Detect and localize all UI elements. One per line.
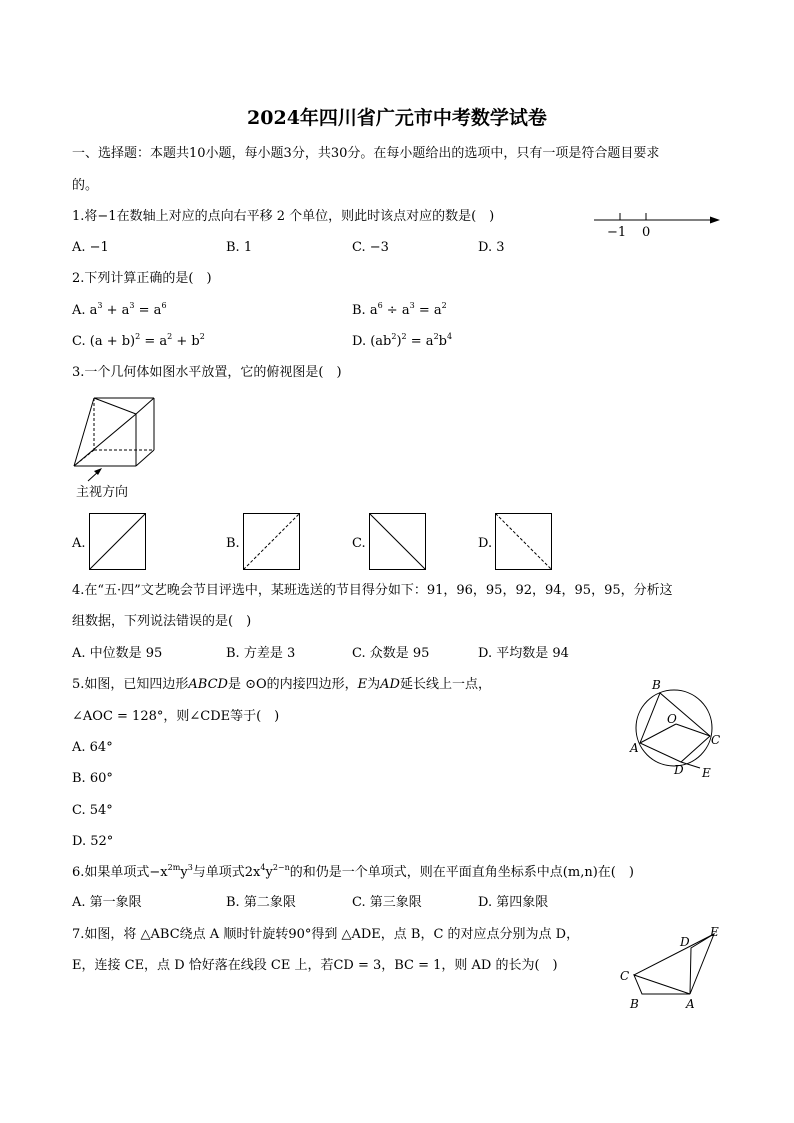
q6-option-b: B. 第二象限: [226, 895, 296, 910]
q6-option-c: C. 第三象限: [352, 895, 422, 910]
q1-stem: 1.将−1在数轴上对应的点向右平移 2 个单位，则此时该点对应的数是( ): [72, 209, 495, 224]
q5-option-c: C. 54°: [72, 803, 113, 818]
q2-option-d: D. $(ab^2)^2 = a^2b^4$: [352, 332, 453, 349]
q1-tick-neg1-label: −1: [607, 225, 627, 240]
q7-stem-line1: 7.如图，将 △ABC绕点 A 顺时针旋转90°得到 △ADE，点 B，C 的对应点分别为点 D，: [72, 927, 580, 942]
q3-option-a-label: A.: [72, 536, 86, 551]
q3-option-c-figure: [369, 513, 427, 571]
q1-number-line-figure: [594, 208, 724, 240]
q4-stem-line1: 4.在“五·四”文艺晚会节目评选中，某班选送的节目得分如下：91，96，95，92，94，95，95，分析这: [72, 583, 673, 598]
q7-stem-line2: E，连接 CE，点 D 恰好落在线段 CE 上，若CD = 3，BC = 1，则 AD 的长为( ): [72, 958, 558, 973]
q5-label-a: A: [630, 741, 639, 755]
q4-option-d: D. 平均数是 94: [478, 646, 569, 661]
q5-stem-line2: ∠AOC = 128°，则∠CDE等于( ): [72, 709, 280, 724]
q1-tick-zero-label: 0: [642, 225, 651, 240]
q7-rotation-figure: [614, 922, 730, 1016]
q2-stem: 2.下列计算正确的是( ): [72, 271, 212, 286]
q5-option-b: B. 60°: [72, 771, 113, 786]
q4-stem-line2: 组数据，下列说法错误的是( ): [72, 614, 252, 629]
q3-stem: 3.一个几何体如图水平放置，它的俯视图是( ): [72, 365, 342, 380]
q7-label-b: B: [630, 997, 639, 1011]
q5-stem-line1: 5.如图，已知四边形ABCD是 ⊙O的内接四边形，E为AD延长线上一点，: [72, 677, 491, 692]
q7-label-e: E: [710, 925, 719, 939]
q5-option-a: A. 64°: [72, 740, 113, 755]
q2-option-b: B. $a^6 \div a^3 = a^2$: [352, 301, 447, 318]
q3-option-d-label: D.: [478, 536, 493, 551]
section-instructions-line2: 的。: [72, 178, 99, 193]
q1-option-b: B. 1: [226, 240, 253, 255]
q5-label-c: C: [711, 733, 721, 747]
q3-option-a-figure: [89, 513, 147, 571]
q1-option-a: A. −1: [72, 240, 109, 255]
q4-option-a: A. 中位数是 95: [72, 646, 163, 661]
q1-option-d: D. 3: [478, 240, 505, 255]
q6-option-d: D. 第四象限: [478, 895, 549, 910]
q6-stem: 6.如果单项式$-x^{2m}y^3$与单项式$2x^4y^{2-n}$的和仍是一个单项式，则在平面直角坐标系中点(m,n)在( ): [72, 863, 634, 880]
q7-label-c: C: [620, 969, 630, 983]
q3-option-c-label: C.: [352, 536, 366, 551]
q7-label-d: D: [680, 935, 690, 949]
q5-option-d: D. 52°: [72, 834, 114, 849]
q4-option-b: B. 方差是 3: [226, 646, 296, 661]
q6-option-a: A. 第一象限: [72, 895, 142, 910]
q3-option-b-figure: [243, 513, 301, 571]
q5-label-d: D: [674, 763, 684, 777]
q5-label-e: E: [702, 766, 711, 780]
q3-solid-figure: [70, 394, 160, 476]
q3-view-direction-caption: 主视方向: [76, 485, 129, 500]
q3-option-d-figure: [495, 513, 553, 571]
q7-label-a: A: [686, 997, 695, 1011]
q5-label-o: O: [667, 712, 677, 726]
section-instructions-line1: 一、选择题：本题共10小题，每小题3分，共30分。在每小题给出的选项中，只有一项是符合题目要求: [72, 146, 660, 161]
q2-option-a: A. $a^3 + a^3 = a^6$: [72, 301, 167, 318]
q3-option-b-label: B.: [226, 536, 240, 551]
q5-circle-figure: [626, 676, 726, 780]
q2-option-c: C. $(a + b)^2 = a^2 + b^2$: [72, 332, 205, 349]
q1-option-c: C. −3: [352, 240, 389, 255]
q5-label-b: B: [652, 678, 661, 692]
page-title: 2024年四川省广元市中考数学试卷: [247, 107, 547, 129]
q4-option-c: C. 众数是 95: [352, 646, 430, 661]
